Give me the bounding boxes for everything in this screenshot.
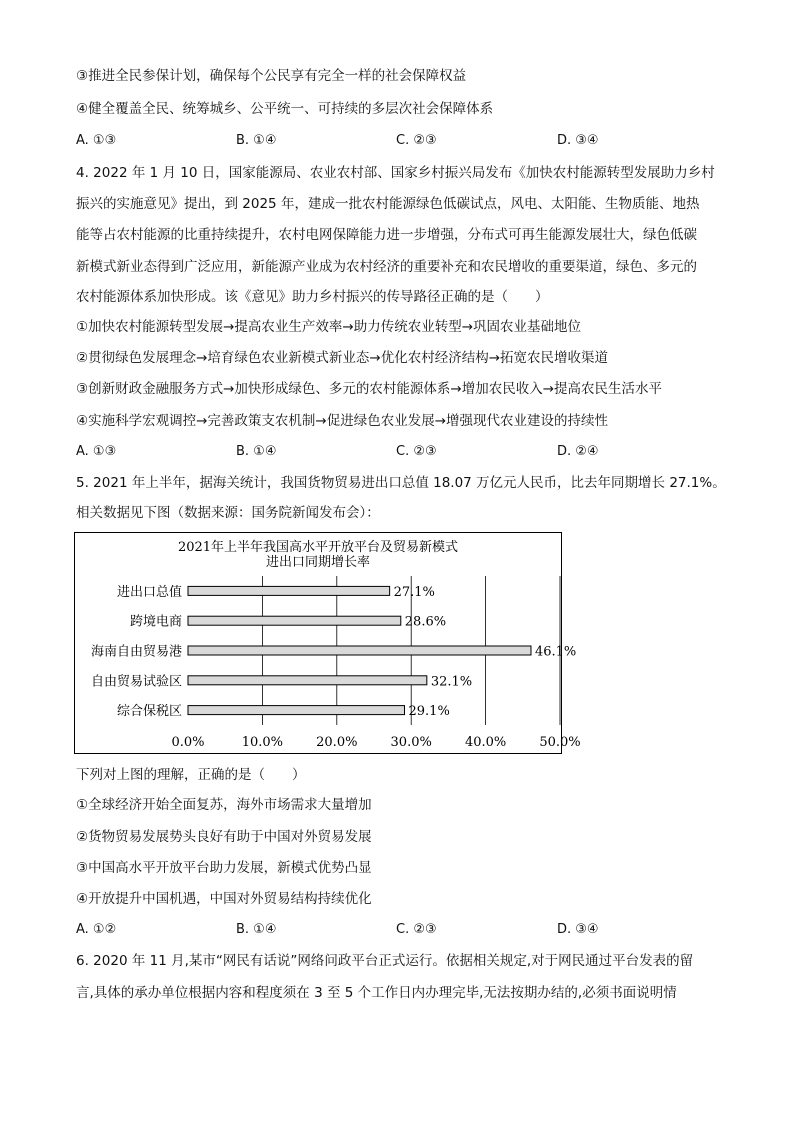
q4-option-b: B. ①④	[236, 444, 277, 459]
category-label-4: 综合保税区	[116, 704, 182, 720]
x-tick-label-50: 50.0%	[539, 735, 581, 750]
q3-option-c: C. ②③	[396, 133, 437, 148]
bar-0	[188, 586, 390, 595]
bar-3	[188, 676, 427, 685]
bar-2	[188, 646, 531, 655]
value-label-1: 28.6%	[404, 614, 447, 630]
chart-subtitle: 进出口同期增长率	[265, 555, 371, 570]
bar-1	[188, 616, 401, 625]
q3-item-3: ③推进全民参保计划，确保每个公民享有完全一样的社会保障权益	[76, 68, 467, 84]
q5-option-a: A. ①②	[76, 922, 117, 937]
value-label-4: 29.1%	[408, 704, 450, 720]
q4-option-d: D. ②④	[557, 444, 599, 459]
x-tick-label-10: 10.0%	[241, 735, 284, 750]
q4-option-a: A. ①③	[76, 444, 117, 459]
q4-item-2: ②贯彻绿色发展理念→培育绿色农业新模式新业态→优化农村经济结构→拓宽农民增收渠道	[76, 350, 609, 366]
q4-stem-line-3: 能等占农村能源的比重持续提升，农村电网保障能力进一步增强，分布式可再生能源发展壮大，绿色低碳	[76, 227, 697, 243]
q4-stem-line-2: 振兴的实施意见》提出，到 2025 年，建成一批农村能源绿色低碳试点，风电、太阳能、生物质能、地热	[76, 196, 700, 212]
q4-stem-line-5: 农村能源体系加快形成。该《意见》助力乡村振兴的传导路径正确的是（ ）	[76, 289, 549, 305]
value-label-0: 27.1%	[393, 584, 435, 600]
q5-option-b: B. ①④	[236, 922, 277, 937]
x-tick-label-40: 40.0%	[464, 735, 507, 750]
q4-item-1: ①加快农村能源转型发展→提高农业生产效率→助力传统农业转型→巩固农业基础地位	[76, 319, 582, 335]
q3-option-d: D. ③④	[557, 133, 599, 148]
x-tick-label-0: 0.0%	[171, 735, 205, 750]
q4-stem-line-1: 4. 2022 年 1 月 10 日，国家能源局、农业农村部、国家乡村振兴局发布《加快农村能源转型发展助力乡村	[76, 165, 715, 181]
q3-option-b: B. ①④	[236, 133, 277, 148]
q6-stem-line-2: 言,具体的承办单位根据内容和程度须在 3 至 5 个工作日内办理完毕,无法按期办结的,必须书面说明情	[76, 985, 677, 1001]
q6-stem-line-1: 6. 2020 年 11 月,某市“网民有话说”网络问政平台正式运行。依据相关规定,对于网民通过平台发表的留	[76, 953, 694, 969]
q5-item-2: ②货物贸易发展势头良好有助于中国对外贸易发展	[76, 829, 372, 845]
growth-rate-chart	[74, 532, 581, 754]
value-label-3: 32.1%	[430, 674, 473, 690]
q4-item-3: ③创新财政金融服务方式→加快形成绿色、多元的农村能源体系→增加农民收入→提高农民生活水平	[76, 381, 663, 397]
x-tick-label-30: 30.0%	[390, 735, 432, 750]
q5-item-1: ①全球经济开始全面复苏，海外市场需求大量增加	[76, 797, 372, 813]
q3-option-a: A. ①③	[76, 133, 117, 148]
category-label-3: 自由贸易试验区	[90, 674, 182, 690]
q5-stem-line-1: 5. 2021 年上半年，据海关统计，我国货物贸易进出口总值 18.07 万亿元人民币，比去年同期增长 27.1%。	[76, 475, 726, 491]
chart-canvas	[74, 532, 581, 754]
q5-question: 下列对上图的理解，正确的是（ ）	[76, 767, 306, 783]
q3-item-4: ④健全覆盖全民、统筹城乡、公平统一、可持续的多层次社会保障体系	[76, 101, 494, 117]
category-label-2: 海南自由贸易港	[90, 644, 182, 660]
category-label-1: 跨境电商	[129, 614, 182, 630]
q4-option-c: C. ②③	[396, 444, 437, 459]
q5-item-4: ④开放提升中国机遇，中国对外贸易结构持续优化	[76, 891, 372, 907]
q4-item-4: ④实施科学宏观调控→完善政策支农机制→促进绿色农业发展→增强现代农业建设的持续性	[76, 413, 609, 429]
x-tick-label-20: 20.0%	[316, 735, 358, 750]
q5-item-3: ③中国高水平开放平台助力发展，新模式优势凸显	[76, 860, 372, 876]
q4-stem-line-4: 新模式新业态得到广泛应用，新能源产业成为农村经济的重要补充和农民增收的重要渠道，绿色、多元的	[76, 259, 697, 275]
q5-option-d: D. ③④	[557, 922, 599, 937]
q5-option-c: C. ②③	[396, 922, 437, 937]
chart-title: 2021年上半年我国高水平开放平台及贸易新模式	[177, 540, 459, 555]
bar-4	[188, 706, 405, 715]
value-label-2: 46.1%	[534, 644, 577, 660]
q5-stem-line-2: 相关数据见下图（数据来源：国务院新闻发布会）：	[76, 505, 380, 521]
category-label-0: 进出口总值	[116, 584, 182, 600]
